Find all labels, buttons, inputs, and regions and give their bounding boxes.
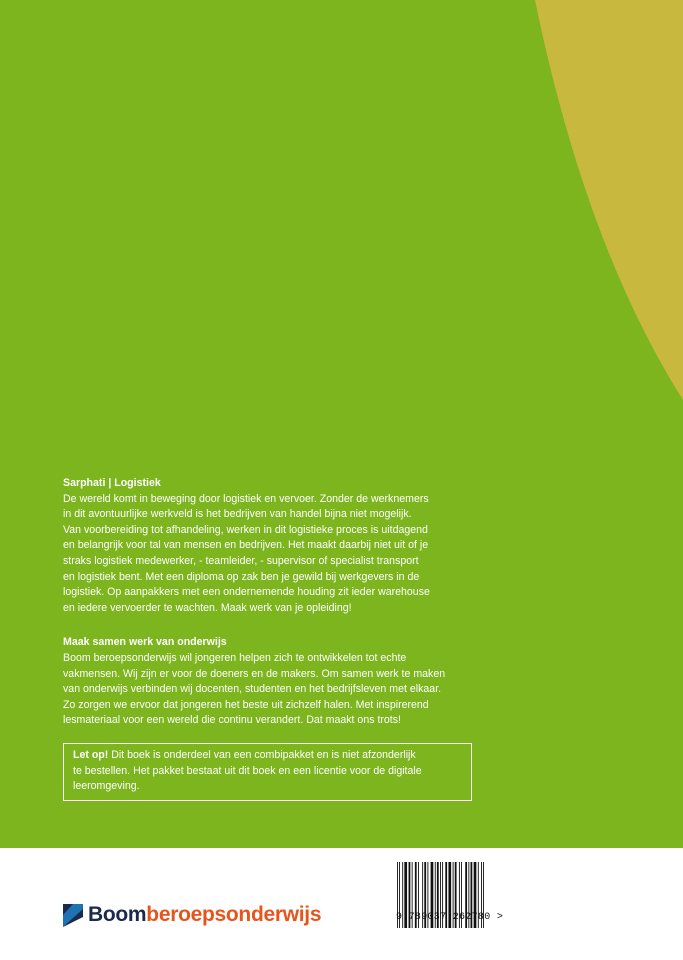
notice-text: Dit boek is onderdeel van een combipakket en is niet afzonderlijk: [108, 749, 416, 761]
text-line: straks logistiek medewerker, - teamleider, - supervisor of specialist transport: [63, 554, 419, 567]
notice-box: [63, 743, 472, 801]
logo-text-beroepsonderwijs: beroepsonderwijs: [146, 903, 322, 926]
isbn-number: 9 789037 262780 >: [396, 912, 504, 923]
arc-shape: [535, 0, 683, 400]
text-line: en iedere vervoerder te wachten. Maak werk van je opleiding!: [63, 601, 352, 614]
text-line: logistiek. Op aanpakkers met een ondernemende houding zit ieder warehouse: [63, 586, 430, 599]
section-title-onderwijs: Maak samen werk van onderwijs: [63, 636, 227, 649]
notice-line: [73, 748, 462, 764]
text-line: en belangrijk voor tal van mensen en bedrijven. Het maakt daarbij niet uit of je: [63, 539, 429, 552]
logo-mark-icon: [63, 904, 83, 927]
notice-line: te bestellen. Het pakket bestaat uit dit boek en een licentie voor de digitale: [73, 764, 422, 777]
text-line: van onderwijs verbinden wij docenten, studenten en het bedrijfsleven met elkaar.: [63, 683, 442, 696]
publisher-logo: [63, 903, 321, 927]
text-line: vakmensen. Wij zijn er voor de doeners en de makers. Om samen werk te maken: [63, 667, 446, 680]
notice-label: Let op!: [73, 749, 109, 761]
text-line: De wereld komt in beweging door logistiek en vervoer. Zonder de werknemers: [63, 492, 429, 505]
text-line: en logistiek bent. Met een diploma op zak ben je gewild bij werkgevers in de: [63, 570, 420, 583]
section-body-sarphati: [63, 492, 473, 617]
section-body-onderwijs: [63, 651, 473, 729]
text-line: Zo zorgen we ervoor dat jongeren het beste uit zichzelf halen. Met inspirerend: [63, 698, 429, 711]
section-title-sarphati: Sarphati | Logistiek: [63, 477, 161, 489]
blurb: [63, 476, 473, 729]
text-line: in dit avontuurlijke werkveld is het bedrijven van handel bijna niet mogelijk.: [63, 508, 412, 521]
logo-text-boom: Boom: [88, 903, 147, 926]
notice-line: leeromgeving.: [73, 780, 140, 793]
text-line: Van voorbereiding tot afhandeling, werken in dit logistieke proces is uitdagend: [63, 523, 428, 536]
text-line: Boom beroepsonderwijs wil jongeren helpen zich te ontwikkelen tot echte: [63, 651, 407, 664]
text-line: lesmateriaal voor een wereld die continu verandert. Dat maakt ons trots!: [63, 714, 401, 727]
